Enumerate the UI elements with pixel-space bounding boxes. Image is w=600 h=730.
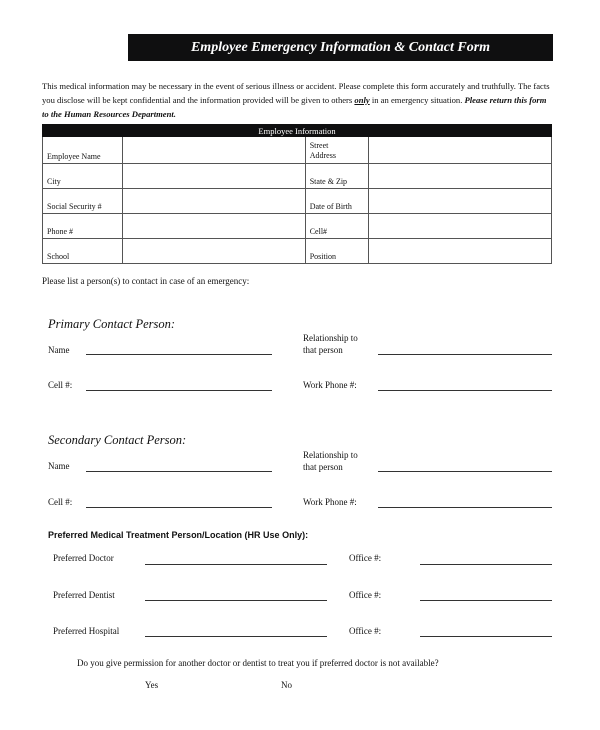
secondary-relationship-label [303,449,358,473]
preferred-dentist-label: Preferred Dentist [53,590,115,600]
relationship-label-2: that person [303,345,343,355]
primary-work-phone-label: Work Phone #: [303,380,357,390]
employee-name-label: Employee Name [43,137,123,164]
primary-name-label: Name [48,345,70,355]
primary-contact-title: Primary Contact Person: [48,317,176,331]
employee-table-header: Employee Information [43,125,552,137]
secondary-name-label: Name [48,461,70,471]
preferred-dentist-line[interactable] [145,600,327,601]
primary-work-phone-line[interactable] [378,390,552,391]
cell-label: Cell# [305,214,368,239]
intro-only: only [354,94,370,105]
emergency-prompt: Please list a person(s) to contact in case of an emergency: [42,276,250,286]
address-label: Address [309,151,336,160]
return-note: Please return this form to the Human Resources Department. [42,94,547,119]
form-title-text: Employee Emergency Information & Contact Form [190,39,491,55]
table-row [43,137,552,164]
secondary-relationship-line[interactable] [378,471,552,472]
preferred-hospital-line[interactable] [145,636,327,637]
intro-paragraph [42,80,554,121]
employee-info-table [42,124,552,264]
doctor-office-label: Office #: [349,553,382,563]
dentist-office-line[interactable] [420,600,552,601]
hospital-office-line[interactable] [420,636,552,637]
secondary-cell-line[interactable] [86,507,272,508]
secondary-work-phone-label: Work Phone #: [303,497,357,507]
secondary-name-line[interactable] [86,471,272,472]
preferred-doctor-label: Preferred Doctor [53,553,114,563]
secondary-cell-label: Cell #: [48,497,73,507]
table-row [43,164,552,189]
hospital-office-label: Office #: [349,626,382,636]
position-label: Position [305,239,368,264]
employee-table-header-row [43,125,552,137]
school-field[interactable] [122,239,305,264]
street-label: Street [309,141,329,150]
permission-no-option[interactable]: No [281,680,292,690]
table-row [43,239,552,264]
state-zip-field[interactable] [369,164,552,189]
ssn-label: Social Security # [43,189,123,214]
phone-field[interactable] [122,214,305,239]
permission-question: Do you give permission for another doctor or dentist to treat you if preferred doctor is not available? [77,658,439,668]
secondary-contact-title: Secondary Contact Person: [48,433,187,447]
school-label: School [43,239,123,264]
phone-label: Phone # [43,214,123,239]
secondary-work-phone-line[interactable] [378,507,552,508]
employee-name-field[interactable] [122,137,305,164]
table-row [43,189,552,214]
table-row [43,214,552,239]
street-address-field[interactable] [369,137,552,164]
doctor-office-line[interactable] [420,564,552,565]
dob-label: Date of Birth [305,189,368,214]
intro-text-2: in an emergency situation. [369,94,465,105]
relationship-label-2: that person [303,462,343,472]
dentist-office-label: Office #: [349,590,382,600]
city-label: City [43,164,123,189]
cell-field[interactable] [369,214,552,239]
permission-yes-option[interactable]: Yes [145,680,159,690]
primary-cell-label: Cell #: [48,380,73,390]
ssn-field[interactable] [122,189,305,214]
preferred-hospital-label: Preferred Hospital [53,626,120,636]
state-zip-label: State & Zip [305,164,368,189]
city-field[interactable] [122,164,305,189]
relationship-label-1: Relationship to [303,450,358,460]
primary-cell-line[interactable] [86,390,272,391]
primary-relationship-label [303,332,358,356]
dob-field[interactable] [369,189,552,214]
primary-relationship-line[interactable] [378,354,552,355]
position-field[interactable] [369,239,552,264]
relationship-label-1: Relationship to [303,333,358,343]
form-title [128,34,553,61]
street-address-label [305,137,368,164]
intro-text-1: This medical information may be necessary in the event of serious illness or accident. Please complete this form accurately and truthfully. The facts you disclose will be kept confidential and the information provided will be given to others [42,81,550,105]
primary-name-line[interactable] [86,354,272,355]
preferred-doctor-line[interactable] [145,564,327,565]
medical-section-title: Preferred Medical Treatment Person/Location (HR Use Only): [48,530,309,540]
